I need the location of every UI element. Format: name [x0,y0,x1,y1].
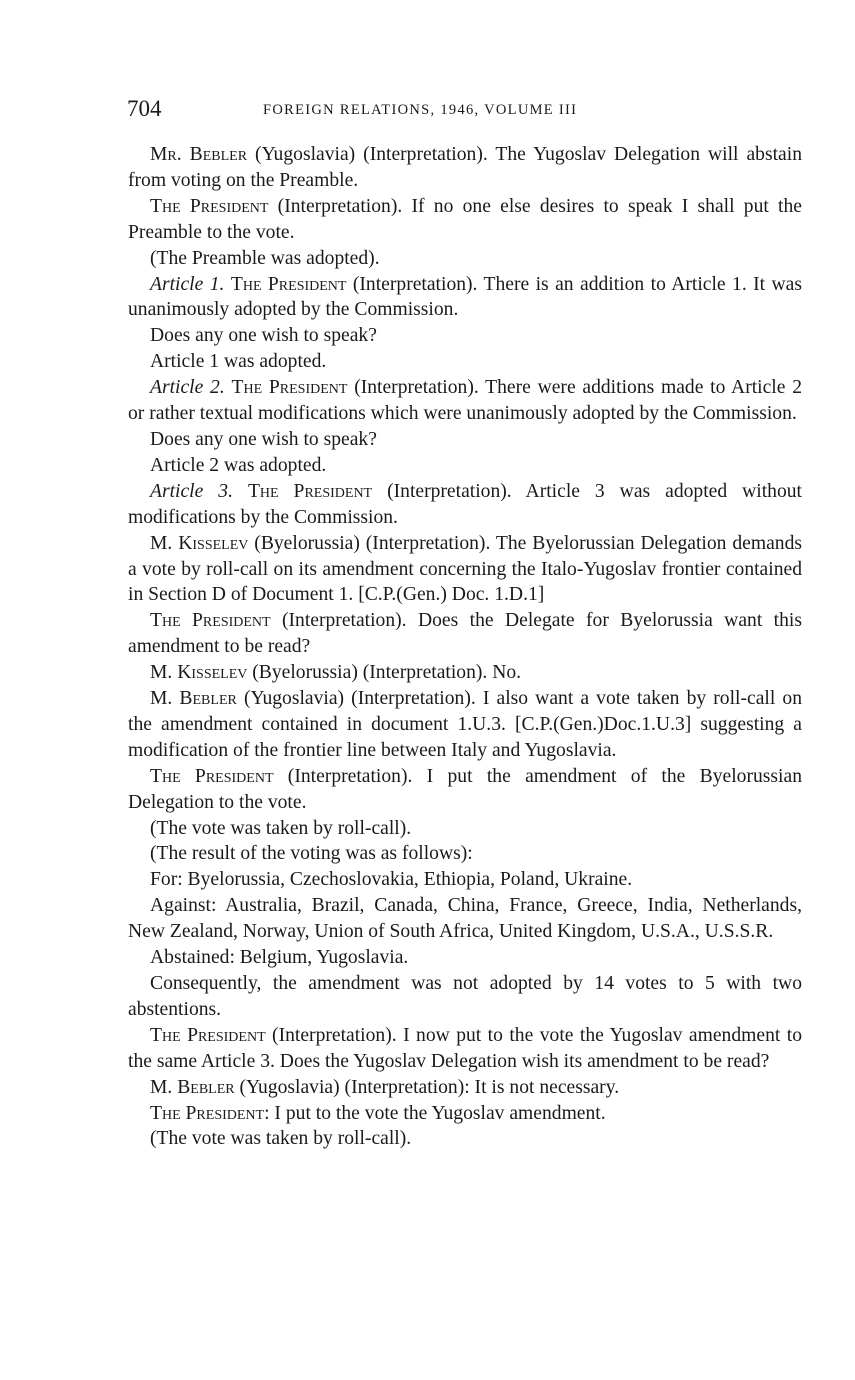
paragraph [128,427,802,453]
paragraph [128,945,802,971]
speaker-name: The President [247,480,373,502]
speaker-name: Mr. Bebler [150,144,248,165]
paragraph-text: (The vote was taken by roll-call). [150,1128,412,1150]
paragraph-text: (Interpretation). Article 3 was adopted without modifications by the Commission. [128,480,802,528]
paragraph-text: (Interpretation). Does the Delegate for Byelorussia want this amendment to be read? [128,610,802,658]
paragraph-text: : I put to the vote the Yugoslav amendment. [264,1102,606,1124]
paragraph [128,479,802,531]
paragraph [128,349,802,375]
speaker-name: M. Bebler [150,1076,235,1098]
paragraph-text: (The result of the voting was as follows): [150,843,473,865]
speaker-name: M. Bebler [150,688,237,710]
paragraph-text: (Yugoslavia) (Interpretation). I also want a vote taken by roll-call on the amendment contained in document 1.U.3. [C.P.(Gen.)Doc.1.U.3] suggesting a modification of the frontier line between Italy and Yugoslavia. [128,688,802,761]
paragraph [128,660,802,686]
paragraph-text: (Interpretation). There were additions made to Article 2 or rather textual modifications which were unanimously adopted by the Commission. [128,377,802,425]
paragraph-text: (Interpretation). If no one else desires to speak I shall put the Preamble to the vote. [128,195,802,243]
paragraph-text: Does any one wish to speak? [150,428,377,450]
speaker-name: The President [150,195,269,217]
paragraph-text: (The vote was taken by roll-call). [150,817,412,839]
speaker-name: The President [150,610,271,632]
paragraph-text: Article 2 was adopted. [150,454,327,476]
paragraph [128,1075,802,1101]
body-text [128,142,802,1152]
paragraph-text: Against: Australia, Brazil, Canada, China, France, Greece, India, Netherlands, New Zealand, Norway, Union of South Africa, United Kingdom, U.S.A., U.S.S.R. [128,895,802,943]
speaker-name: The President [231,377,348,399]
paragraph [128,841,802,867]
paragraph [128,867,802,893]
paragraph-text: Abstained: Belgium, Yugoslavia. [150,947,409,969]
paragraph-text: For: Byelorussia, Czechoslovakia, Ethiopia, Poland, Ukraine. [150,869,633,891]
paragraph [128,453,802,479]
paragraph [128,246,802,272]
paragraph [128,608,802,660]
paragraph [128,142,802,194]
paragraph-text: (Yugoslavia) (Interpretation): It is not necessary. [234,1076,620,1098]
paragraph [128,272,802,324]
paragraph-text [225,377,232,398]
running-head: FOREIGN RELATIONS, 1946, VOLUME III [263,102,578,118]
paragraph-text: Consequently, the amendment was not adopted by 14 votes to 5 with two abstentions. [128,973,802,1020]
speaker-name: M. Kisselev [150,532,249,554]
speaker-name: The President [230,273,347,295]
paragraph-text [233,481,248,502]
page-number: 704 [127,96,162,121]
paragraph [128,816,802,842]
paragraph [128,531,802,609]
page-header [127,96,807,130]
speaker-name: The President [150,1102,265,1124]
article-heading: Article 1. [150,273,225,295]
paragraph-text: Does any one wish to speak? [150,325,377,347]
speaker-name: The President [150,765,274,787]
paragraph-text: (Byelorussia) (Interpretation). The Byelorussian Delegation demands a vote by roll-call on its amendment concerning the Italo-Yugoslav frontier contained in Section D of Document 1. [C.P.(Gen.) Doc. 1.D.1] [128,532,802,606]
article-heading: Article 3. [150,480,233,502]
paragraph-text: (Interpretation). There is an addition to Article 1. It was unanimously adopted by the Commission. [128,273,802,321]
paragraph-text: Article 1 was adopted. [150,351,327,373]
paragraph-text: (The Preamble was adopted). [150,247,380,269]
paragraph-text: (Interpretation). I put the amendment of the Byelorussian Delegation to the vote. [128,765,802,813]
paragraph [128,1101,802,1127]
paragraph-text: (Yugoslavia) (Interpretation). The Yugoslav Delegation will abstain from voting on the Preamble. [128,144,802,191]
paragraph [128,893,802,945]
paragraph [128,323,802,349]
paragraph [128,1023,802,1075]
speaker-name: The President [150,1024,266,1046]
paragraph-text: (Interpretation). I now put to the vote the Yugoslav amendment to the same Article 3. Does the Yugoslav Delegation wish its amendment to be read? [128,1024,802,1072]
paragraph [128,971,802,1023]
paragraph [128,764,802,816]
article-heading: Article 2. [150,377,225,399]
paragraph [128,375,802,427]
paragraph [128,1126,802,1152]
paragraph-text: (Byelorussia) (Interpretation). No. [247,662,522,684]
speaker-name: M. Kisselev [150,662,248,684]
paragraph [128,194,802,246]
paragraph [128,686,802,764]
